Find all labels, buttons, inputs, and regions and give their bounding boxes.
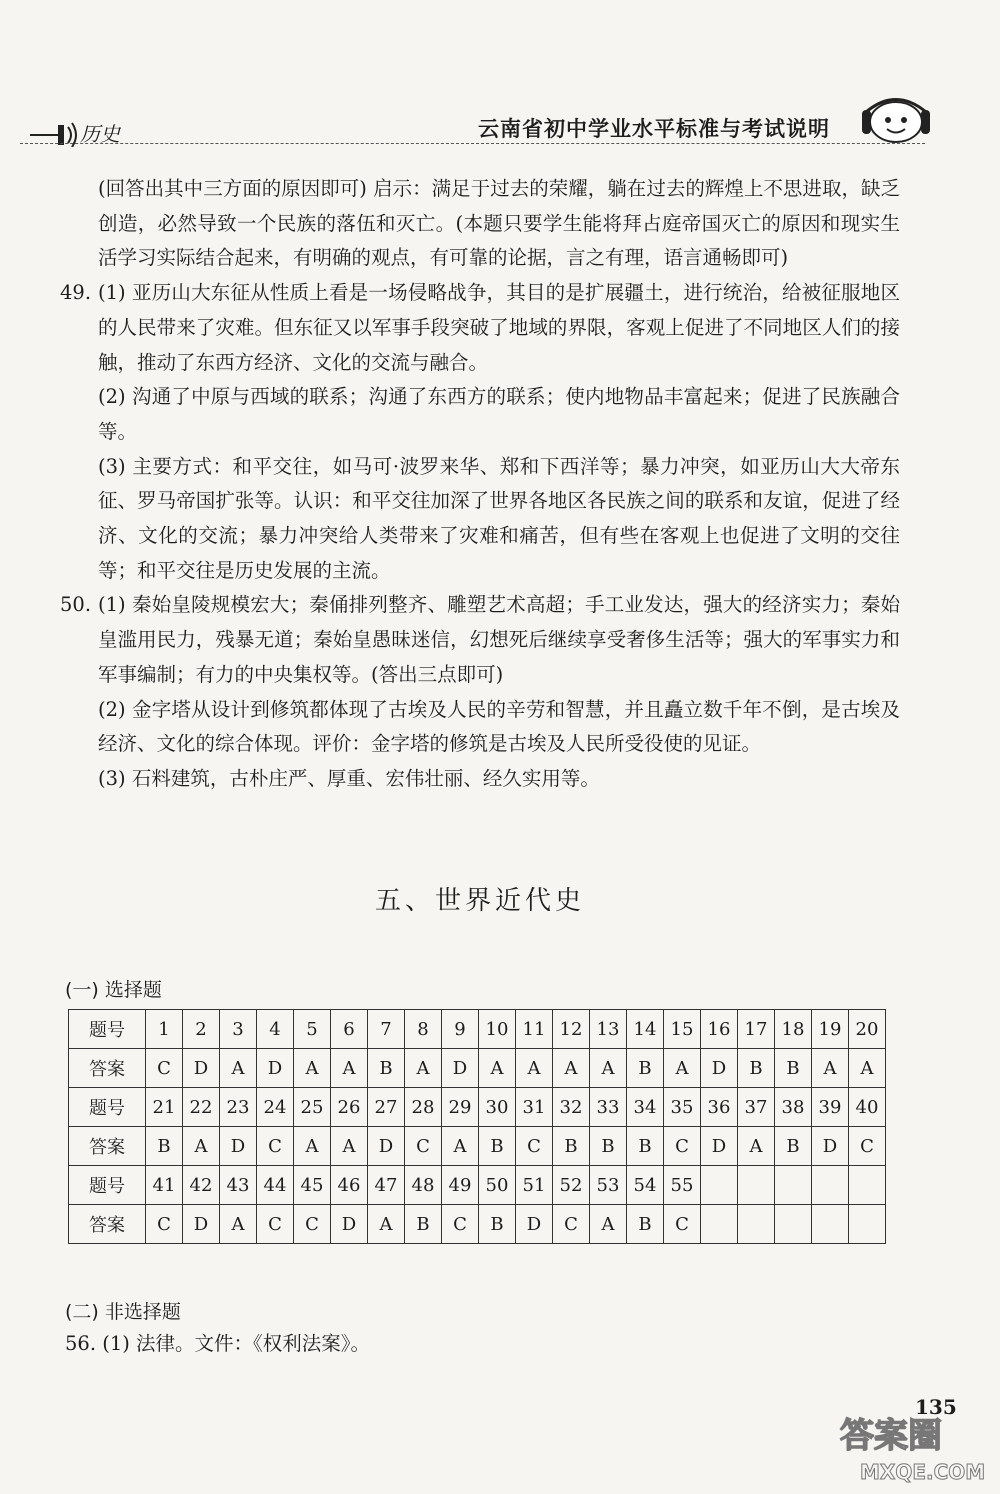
answer-cell: D <box>368 1127 405 1166</box>
question-cell: 19 <box>812 1010 849 1049</box>
question-cell: 2 <box>183 1010 220 1049</box>
question-cell: 6 <box>331 1010 368 1049</box>
question-cell: 22 <box>183 1088 220 1127</box>
answer-cell: C <box>405 1127 442 1166</box>
question-cell: 15 <box>664 1010 701 1049</box>
answer-row <box>69 1049 886 1088</box>
answer-cell: A <box>294 1049 331 1088</box>
answer-cell <box>849 1205 886 1244</box>
answer-cell: D <box>331 1205 368 1244</box>
answer-cell: B <box>479 1205 516 1244</box>
question-cell: 21 <box>146 1088 183 1127</box>
question-cell: 12 <box>553 1010 590 1049</box>
question-cell: 7 <box>368 1010 405 1049</box>
answer-cell: A <box>331 1049 368 1088</box>
question-cell: 46 <box>331 1166 368 1205</box>
question-cell: 31 <box>516 1088 553 1127</box>
question-cell: 36 <box>701 1088 738 1127</box>
q49-part3: (3) 主要方式：和平交往，如马可·波罗来华、郑和下西洋等；暴力冲突，如亚历山大大帝东征、罗马帝国扩张等。认识：和平交往加深了世界各地区各民族之间的联系和友谊，促进了经济、文化的交流；暴力冲突给人类带来了灾难和痛苦，但有些在客观上也促进了文明的交往等；和平交往是历史发展的主流。 <box>98 454 900 582</box>
question-cell: 10 <box>479 1010 516 1049</box>
question-cell: 52 <box>553 1166 590 1205</box>
question-row <box>69 1010 886 1049</box>
answer-cell: B <box>146 1127 183 1166</box>
answer-cell: D <box>257 1049 294 1088</box>
answer-cell: B <box>627 1127 664 1166</box>
mascot-headphones-icon <box>856 95 936 145</box>
answer-table-body <box>69 1010 886 1244</box>
answer-cell: A <box>738 1127 775 1166</box>
answer-row-label: 答案 <box>69 1127 146 1166</box>
watermark-logo <box>820 1405 990 1485</box>
question-row-label: 题号 <box>69 1010 146 1049</box>
answer-cell: D <box>812 1127 849 1166</box>
answer-cell: A <box>590 1205 627 1244</box>
answer-cell: A <box>553 1049 590 1088</box>
answer-cell: B <box>405 1205 442 1244</box>
answer-cell: C <box>553 1205 590 1244</box>
answer-cell: A <box>849 1049 886 1088</box>
answer-cell: D <box>442 1049 479 1088</box>
question-cell: 53 <box>590 1166 627 1205</box>
question-cell: 38 <box>775 1088 812 1127</box>
question-cell: 28 <box>405 1088 442 1127</box>
question-cell: 23 <box>220 1088 257 1127</box>
page-header <box>20 95 980 155</box>
q49-part1-text: (1) 亚历山大东征从性质上看是一场侵略战争，其目的是扩展疆土，进行统治，给被征服地区的人民带来了灾难。但东征又以军事手段突破了地域的界限，客观上促进了不同地区人们的接触，推动了东西方经济、文化的交流与融合。 <box>98 281 900 374</box>
q56-answer: 56. (1) 法律。文件：《权利法案》。 <box>65 1332 371 1355</box>
answer-cell: A <box>183 1127 220 1166</box>
question-row-label: 题号 <box>69 1088 146 1127</box>
question-cell: 14 <box>627 1010 664 1049</box>
question-cell: 45 <box>294 1166 331 1205</box>
question-cell: 48 <box>405 1166 442 1205</box>
q49-number: 49. <box>60 281 92 305</box>
answer-row-label: 答案 <box>69 1205 146 1244</box>
question-cell: 8 <box>405 1010 442 1049</box>
question-cell <box>775 1166 812 1205</box>
question-cell: 35 <box>664 1088 701 1127</box>
question-cell: 25 <box>294 1088 331 1127</box>
page-number: 135 <box>915 1395 957 1419</box>
answer-cell: B <box>738 1049 775 1088</box>
question-cell: 40 <box>849 1088 886 1127</box>
question-cell: 39 <box>812 1088 849 1127</box>
question-cell: 49 <box>442 1166 479 1205</box>
answer-cell: A <box>479 1049 516 1088</box>
watermark-text-cn: 答案圈 <box>840 1416 942 1456</box>
q50-part2: (2) 金字塔从设计到修筑都体现了古埃及人民的辛劳和智慧，并且矗立数千年不倒，是古埃及经济、文化的综合体现。评价：金字塔的修筑是古埃及人民所受役使的见证。 <box>98 697 900 756</box>
question-cell: 27 <box>368 1088 405 1127</box>
watermark-text-url: MXQE.COM <box>860 1460 986 1484</box>
answer-cell: A <box>442 1127 479 1166</box>
answer-cell: C <box>257 1127 294 1166</box>
answer-cell: A <box>664 1049 701 1088</box>
q49-part2: (2) 沟通了中原与西域的联系；沟通了东西方的联系；使内地物品丰富起来；促进了民族融合等。 <box>98 385 900 443</box>
part1-heading: (一) 选择题 <box>65 979 162 1001</box>
answer-cell: A <box>590 1049 627 1088</box>
part2-heading: (二) 非选择题 <box>65 1301 181 1323</box>
question-row <box>69 1166 886 1205</box>
question-row <box>69 1088 886 1127</box>
question-row-label: 题号 <box>69 1166 146 1205</box>
answer-cell: B <box>627 1205 664 1244</box>
question-cell: 54 <box>627 1166 664 1205</box>
answer-cell: C <box>294 1205 331 1244</box>
question-cell: 9 <box>442 1010 479 1049</box>
answer-cell: B <box>775 1127 812 1166</box>
question-cell: 20 <box>849 1010 886 1049</box>
question-cell: 16 <box>701 1010 738 1049</box>
answer-cell: C <box>146 1049 183 1088</box>
answer-cell: C <box>664 1205 701 1244</box>
answer-cell: D <box>701 1049 738 1088</box>
answer-cell: D <box>220 1127 257 1166</box>
question-cell: 18 <box>775 1010 812 1049</box>
question-cell: 29 <box>442 1088 479 1127</box>
question-cell: 44 <box>257 1166 294 1205</box>
answer-cell: B <box>553 1127 590 1166</box>
answer-cell: D <box>183 1049 220 1088</box>
answer-row-label: 答案 <box>69 1049 146 1088</box>
answer-cell: A <box>405 1049 442 1088</box>
answer-cell: C <box>516 1127 553 1166</box>
question-cell: 50 <box>479 1166 516 1205</box>
question-cell: 32 <box>553 1088 590 1127</box>
answer-table <box>68 1009 886 1244</box>
answer-cell: A <box>368 1205 405 1244</box>
answer-cell: B <box>590 1127 627 1166</box>
q50-part1-text: (1) 秦始皇陵规模宏大；秦俑排列整齐、雕塑艺术高超；手工业发达，强大的经济实力；秦始皇滥用民力，残暴无道；秦始皇愚昧迷信，幻想死后继续享受奢侈生活等；强大的军事实力和军事编制；有力的中央集权等。(答出三点即可) <box>98 593 900 686</box>
answer-cell: D <box>183 1205 220 1244</box>
question-cell: 33 <box>590 1088 627 1127</box>
question-cell: 42 <box>183 1166 220 1205</box>
question-cell: 3 <box>220 1010 257 1049</box>
section-title: 五、世界近代史 <box>374 886 585 916</box>
answer-cell <box>775 1205 812 1244</box>
question-cell <box>738 1166 775 1205</box>
intro-paragraph: (回答出其中三方面的原因即可) 启示：满足于过去的荣耀，躺在过去的辉煌上不思进取，缺乏创造，必然导致一个民族的落伍和灭亡。(本题只要学生能将拜占庭帝国灭亡的原因和现实生活学习实际结合起来，有明确的观点，有可靠的论据，言之有理，语言通畅即可) <box>98 177 900 270</box>
question-cell: 41 <box>146 1166 183 1205</box>
question-cell <box>812 1166 849 1205</box>
answer-cell: B <box>368 1049 405 1088</box>
book-title: 云南省初中学业水平标准与考试说明 <box>478 117 830 141</box>
question-cell <box>701 1166 738 1205</box>
question-cell: 47 <box>368 1166 405 1205</box>
answer-cell: A <box>812 1049 849 1088</box>
answer-cell: A <box>220 1049 257 1088</box>
q49-part1 <box>60 276 900 380</box>
answer-cell: A <box>516 1049 553 1088</box>
answer-cell: C <box>849 1127 886 1166</box>
subject-name: 历史 <box>80 121 120 146</box>
question-cell: 26 <box>331 1088 368 1127</box>
answer-cell: C <box>257 1205 294 1244</box>
question-cell: 24 <box>257 1088 294 1127</box>
header-rule <box>20 143 925 144</box>
answer-cell: A <box>294 1127 331 1166</box>
answer-cell: C <box>664 1127 701 1166</box>
question-cell: 55 <box>664 1166 701 1205</box>
answer-cell <box>701 1205 738 1244</box>
answer-cell: B <box>627 1049 664 1088</box>
answer-cell: D <box>701 1127 738 1166</box>
answer-cell: A <box>220 1205 257 1244</box>
question-cell: 34 <box>627 1088 664 1127</box>
answer-row <box>69 1127 886 1166</box>
question-cell: 13 <box>590 1010 627 1049</box>
question-cell: 51 <box>516 1166 553 1205</box>
q50-number: 50. <box>60 593 92 617</box>
question-cell: 37 <box>738 1088 775 1127</box>
answer-cell: D <box>516 1205 553 1244</box>
answer-row <box>69 1205 886 1244</box>
q50-part1 <box>60 588 900 692</box>
answer-cell <box>812 1205 849 1244</box>
question-cell: 4 <box>257 1010 294 1049</box>
question-cell: 30 <box>479 1088 516 1127</box>
answer-cell: B <box>479 1127 516 1166</box>
q50-part3: (3) 石料建筑，古朴庄严、厚重、宏伟壮丽、经久实用等。 <box>98 766 600 790</box>
question-cell <box>849 1166 886 1205</box>
question-cell: 11 <box>516 1010 553 1049</box>
answer-cell: B <box>775 1049 812 1088</box>
answer-cell: A <box>331 1127 368 1166</box>
question-cell: 1 <box>146 1010 183 1049</box>
answer-content <box>60 172 900 797</box>
answer-cell: C <box>146 1205 183 1244</box>
question-cell: 5 <box>294 1010 331 1049</box>
answer-cell: C <box>442 1205 479 1244</box>
question-cell: 17 <box>738 1010 775 1049</box>
answer-cell <box>738 1205 775 1244</box>
question-cell: 43 <box>220 1166 257 1205</box>
